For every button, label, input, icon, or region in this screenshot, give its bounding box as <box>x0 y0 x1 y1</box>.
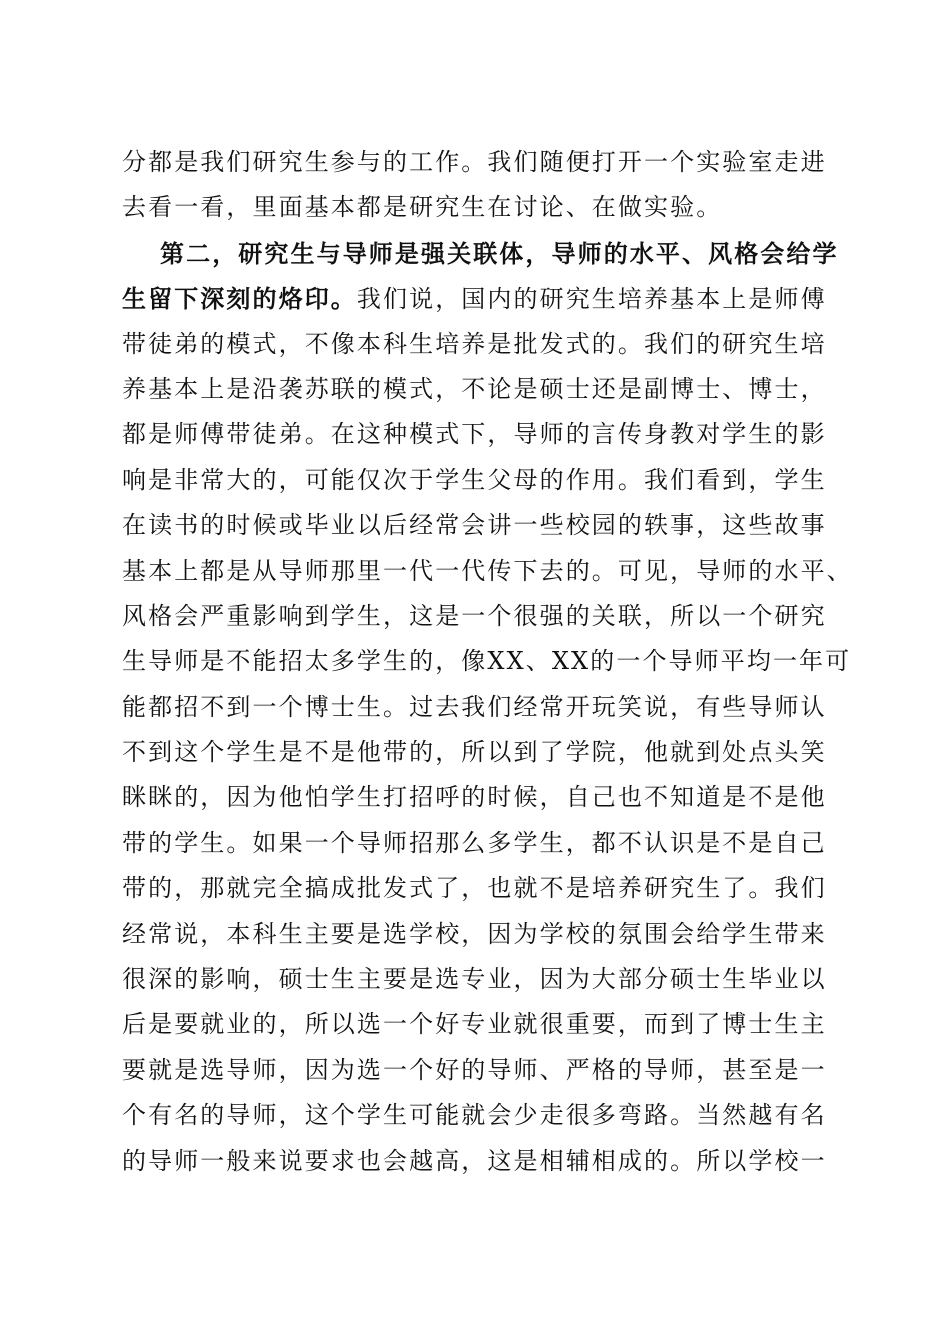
body-text <box>122 140 853 1184</box>
text-line-18: 经常说，本科生主要是选学校，因为学校的氛围会给学生带来 <box>122 919 827 948</box>
text-line-16: 带的学生。如果一个导师招那么多学生，都不认识是不是自己 <box>122 828 827 857</box>
text-line-8: 响是非常大的，可能仅次于学生父母的作用。我们看到，学生 <box>122 465 827 494</box>
text-line-21: 要就是选导师，因为选一个好的导师、严格的导师，甚至是一 <box>122 1055 827 1084</box>
text-line-4 <box>122 276 837 321</box>
text-line-23: 的导师一般来说要求也会越高，这是相辅相成的。所以学校一 <box>122 1146 827 1175</box>
text-line-12: 生导师是不能招太多学生的，像XX、XX的一个导师平均一年可 <box>122 647 852 676</box>
text-line-9: 在读书的时候或毕业以后经常会讲一些校园的轶事，这些故事 <box>122 511 827 540</box>
text-line-20: 后是要就业的，所以选一个好专业就很重要，而到了博士生主 <box>122 1010 827 1039</box>
text-line-2: 去看一看，里面基本都是研究生在讨论、在做实验。 <box>122 193 723 222</box>
text-line-19: 很深的影响，硕士生主要是选专业，因为大部分硕士生毕业以 <box>122 965 827 994</box>
text-line-15: 眯眯的，因为他怕学生打招呼的时候，自己也不知道是不是他 <box>122 783 827 812</box>
text-line-6: 养基本上是沿袭苏联的模式，不论是硕士还是副博士、博士， <box>122 374 827 403</box>
text-line-14: 不到这个学生是不是他带的，所以到了学院，他就到处点头笑 <box>122 738 827 767</box>
text-line-1: 分都是我们研究生参与的工作。我们随便打开一个实验室走进 <box>122 148 827 176</box>
bold-heading-line-1: 第二，研究生与导师是强关联体，导师的水平、风格会给学 <box>160 238 839 268</box>
text-line-22: 个有名的导师，这个学生可能就会少走很多弯路。当然越有名 <box>122 1101 827 1130</box>
text-line-17: 带的，那就完全搞成批发式了，也就不是培养研究生了。我们 <box>122 874 827 903</box>
text-line-13: 能都招不到一个博士生。过去我们经常开玩笑说，有些导师认 <box>122 692 827 721</box>
text-line-7: 都是师傅带徒弟。在这种模式下，导师的言传身教对学生的影 <box>122 420 827 449</box>
text-line-10: 基本上都是从导师那里一代一代传下去的。可见，导师的水平、 <box>122 556 853 585</box>
bold-heading-line-2: 生留下深刻的烙印。 <box>122 284 357 314</box>
text-line-4-rest: 我们说，国内的研究生培养基本上是师傅 <box>356 285 827 314</box>
text-line-5: 带徒弟的模式，不像本科生培养是批发式的。我们的研究生培 <box>122 329 827 358</box>
text-line-11: 风格会严重影响到学生，这是一个很强的关联，所以一个研究 <box>122 601 827 630</box>
